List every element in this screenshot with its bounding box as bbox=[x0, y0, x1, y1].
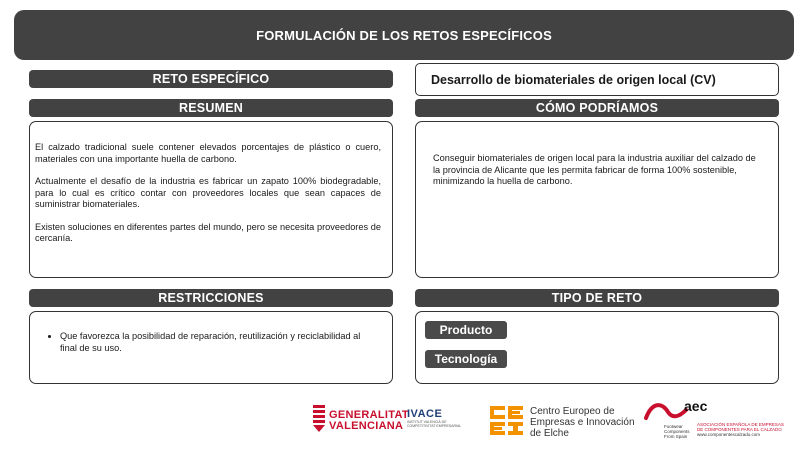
restricciones-list bbox=[32, 330, 372, 354]
reto-especifico-value: Desarrollo de biomateriales de origen local (CV) bbox=[415, 63, 779, 96]
resumen-paragraph-1: El calzado tradicional suele contener elevados porcentajes de plástico o cuero, materiales con una importante huella de carbono. bbox=[35, 142, 381, 164]
resumen-paragraph-3: Existen soluciones en diferentes partes del mundo, pero se necesita proveedores de cercanía. bbox=[35, 221, 381, 243]
tipo-tag-tecnologia: Tecnología bbox=[425, 350, 507, 368]
footer-logos bbox=[0, 398, 800, 444]
ivace-sub1: INSTITUT VALENCIÀ DE bbox=[407, 420, 447, 424]
restricciones-header: RESTRICCIONES bbox=[29, 289, 393, 307]
restriccion-item: • Que favorezca la posibilidad de reparación, reutilización y reciclabilidad al final de su uso. bbox=[60, 330, 372, 354]
como-podriamos-header: CÓMO PODRÍAMOS bbox=[415, 99, 779, 117]
gva-logo bbox=[312, 403, 326, 438]
ceei-mark-icon bbox=[490, 404, 524, 443]
ivace-logo bbox=[407, 408, 461, 428]
resumen-paragraph-2: Actualmente el desafío de la industria es fabricar un zapato 100% biodegradable, para lo cual es crítico contar con proveedores locales que sean capaces de suministrar biomateriales. bbox=[35, 176, 381, 209]
tipo-de-reto-header: TIPO DE RETO bbox=[415, 289, 779, 307]
aec-left2: Components bbox=[664, 429, 690, 434]
ivace-name: IVACE bbox=[407, 408, 443, 420]
gva-shield-icon bbox=[312, 403, 326, 433]
como-podriamos-text: Conseguir biomateriales de origen local para la industria auxiliar del calzado de la provincia de Alicante que les permita fabricar de forma 100% sostenible, minimizando la huella de carbono. bbox=[433, 153, 756, 186]
ceei-name bbox=[530, 406, 635, 439]
aec-tagline bbox=[664, 424, 690, 439]
aec-left1: Footwear bbox=[664, 424, 683, 429]
como-podriamos-box bbox=[415, 121, 779, 278]
aec-left3: From Spain bbox=[664, 434, 688, 439]
aec-swoosh-icon bbox=[644, 400, 688, 427]
gva-line1: GENERALITAT bbox=[329, 409, 409, 421]
aec-right2: DE COMPONENTES PARA EL CALZADO bbox=[697, 427, 782, 432]
ceei-line3: de Elche bbox=[530, 428, 569, 439]
aec-right1: ASOCIACIÓN ESPAÑOLA DE EMPRESAS bbox=[697, 422, 784, 427]
resumen-box bbox=[29, 121, 393, 278]
ivace-sub2: COMPETITIVITAT EMPRESARIAL bbox=[407, 424, 462, 428]
gva-line2: VALENCIANA bbox=[329, 420, 404, 432]
ceei-line2: Empresas e Innovación bbox=[530, 417, 635, 428]
resumen-header: RESUMEN bbox=[29, 99, 393, 117]
page-title: FORMULACIÓN DE LOS RETOS ESPECÍFICOS bbox=[14, 10, 794, 60]
ceei-line1: Centro Europeo de bbox=[530, 406, 615, 417]
aec-right3: www.componentescalzado.com bbox=[697, 432, 761, 437]
aec-mark: aec bbox=[684, 398, 708, 414]
tipo-tag-producto: Producto bbox=[425, 321, 507, 339]
restricciones-box bbox=[29, 311, 393, 384]
aec-association bbox=[697, 422, 784, 437]
gva-name bbox=[329, 410, 409, 432]
reto-especifico-header: RETO ESPECÍFICO bbox=[29, 70, 393, 88]
